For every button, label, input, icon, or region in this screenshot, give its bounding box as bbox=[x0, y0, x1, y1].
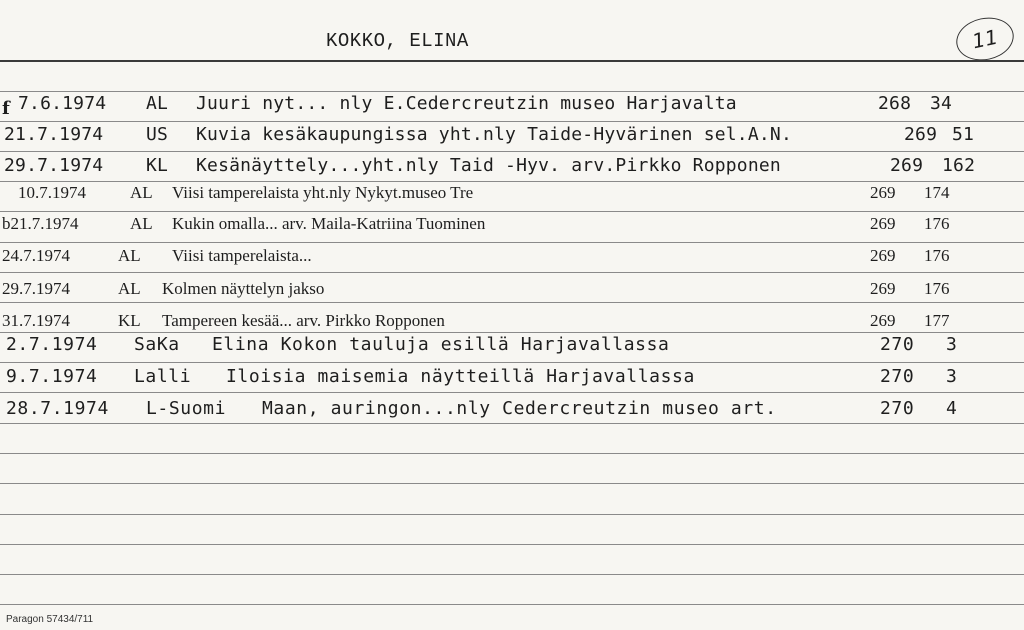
footer-print-mark: Paragon 57434/711 bbox=[6, 614, 94, 625]
entry-row bbox=[0, 246, 1024, 276]
entry-date: 2.7.1974 bbox=[6, 334, 98, 355]
entry-row bbox=[0, 366, 1024, 396]
entry-description: Kuvia kesäkaupungissa yht.nly Taide-Hyvärinen sel.A.N. bbox=[196, 124, 792, 145]
entry-date: 7.6.1974 bbox=[18, 93, 107, 114]
entry-row bbox=[0, 398, 1024, 428]
entry-description: Juuri nyt... nly E.Cedercreutzin museo Harjavalta bbox=[196, 93, 737, 114]
entry-number: 174 bbox=[924, 183, 950, 202]
entry-page: 269 bbox=[904, 124, 938, 145]
rule-line bbox=[0, 514, 1024, 515]
entry-page: 269 bbox=[870, 311, 896, 330]
entry-row bbox=[0, 183, 1024, 213]
entry-source: AL bbox=[118, 246, 141, 265]
entry-description: Maan, auringon...nly Cedercreutzin museo art. bbox=[262, 398, 777, 419]
entry-date: 21.7.1974 bbox=[4, 124, 104, 145]
entry-row bbox=[0, 93, 1024, 123]
entry-number: 162 bbox=[942, 155, 976, 176]
entry-row bbox=[0, 155, 1024, 185]
entry-number: 177 bbox=[924, 311, 950, 330]
entry-source: US bbox=[146, 124, 169, 145]
entry-number: 3 bbox=[946, 366, 958, 387]
entry-source: KL bbox=[146, 155, 169, 176]
entry-date: 29.7.1974 bbox=[4, 155, 104, 176]
card-number-circle bbox=[952, 12, 1017, 65]
header-rule bbox=[0, 60, 1024, 62]
entry-description: Viisi tamperelaista yht.nly Nykyt.museo Tre bbox=[172, 183, 474, 202]
entry-description: Viisi tamperelaista... bbox=[172, 246, 312, 265]
entry-row bbox=[0, 124, 1024, 154]
entry-date: b21.7.1974 bbox=[2, 214, 79, 233]
entry-number: 51 bbox=[952, 124, 975, 145]
entry-source: AL bbox=[118, 279, 141, 298]
margin-mark: f bbox=[2, 98, 10, 119]
entry-description: Kukin omalla... arv. Maila-Katriina Tuominen bbox=[172, 214, 486, 233]
entry-description: Tampereen kesää... arv. Pirkko Ropponen bbox=[162, 311, 445, 330]
entry-date: 28.7.1974 bbox=[6, 398, 109, 419]
entry-page: 270 bbox=[880, 366, 915, 387]
entry-number: 176 bbox=[924, 214, 950, 233]
rule-line bbox=[0, 91, 1024, 92]
entry-page: 269 bbox=[870, 279, 896, 298]
entry-page: 269 bbox=[870, 246, 896, 265]
entry-row bbox=[0, 334, 1024, 364]
entry-page: 268 bbox=[878, 93, 912, 114]
rule-line bbox=[0, 453, 1024, 454]
entry-page: 269 bbox=[890, 155, 924, 176]
rule-line bbox=[0, 604, 1024, 605]
entry-source: SaKa bbox=[134, 334, 180, 355]
entry-page: 269 bbox=[870, 214, 896, 233]
card-number: 11 bbox=[970, 24, 1000, 54]
entry-description: Kesänäyttely...yht.nly Taid -Hyv. arv.Pirkko Ropponen bbox=[196, 155, 781, 176]
entry-number: 34 bbox=[930, 93, 953, 114]
entry-row bbox=[0, 214, 1024, 244]
entry-date: 24.7.1974 bbox=[2, 246, 70, 265]
entry-page: 270 bbox=[880, 334, 915, 355]
entry-source: L-Suomi bbox=[146, 398, 227, 419]
entry-source: Lalli bbox=[134, 366, 192, 387]
entry-row bbox=[0, 279, 1024, 309]
entry-description: Elina Kokon tauluja esillä Harjavallassa bbox=[212, 334, 670, 355]
entry-date: 10.7.1974 bbox=[18, 183, 86, 202]
entry-source: AL bbox=[146, 93, 169, 114]
entry-source: KL bbox=[118, 311, 141, 330]
entry-page: 270 bbox=[880, 398, 915, 419]
entry-page: 269 bbox=[870, 183, 896, 202]
entry-description: Iloisia maisemia näytteillä Harjavallassa bbox=[226, 366, 695, 387]
entry-number: 4 bbox=[946, 398, 958, 419]
entry-number: 176 bbox=[924, 246, 950, 265]
rule-line bbox=[0, 574, 1024, 575]
entry-source: AL bbox=[130, 214, 153, 233]
entry-date: 29.7.1974 bbox=[2, 279, 70, 298]
entry-date: 31.7.1974 bbox=[2, 311, 70, 330]
entry-source: AL bbox=[130, 183, 153, 202]
rule-line bbox=[0, 483, 1024, 484]
entry-description: Kolmen näyttelyn jakso bbox=[162, 279, 325, 298]
entry-date: 9.7.1974 bbox=[6, 366, 98, 387]
card-title: KOKKO, ELINA bbox=[326, 30, 469, 52]
rule-line bbox=[0, 544, 1024, 545]
entry-number: 3 bbox=[946, 334, 958, 355]
entry-number: 176 bbox=[924, 279, 950, 298]
